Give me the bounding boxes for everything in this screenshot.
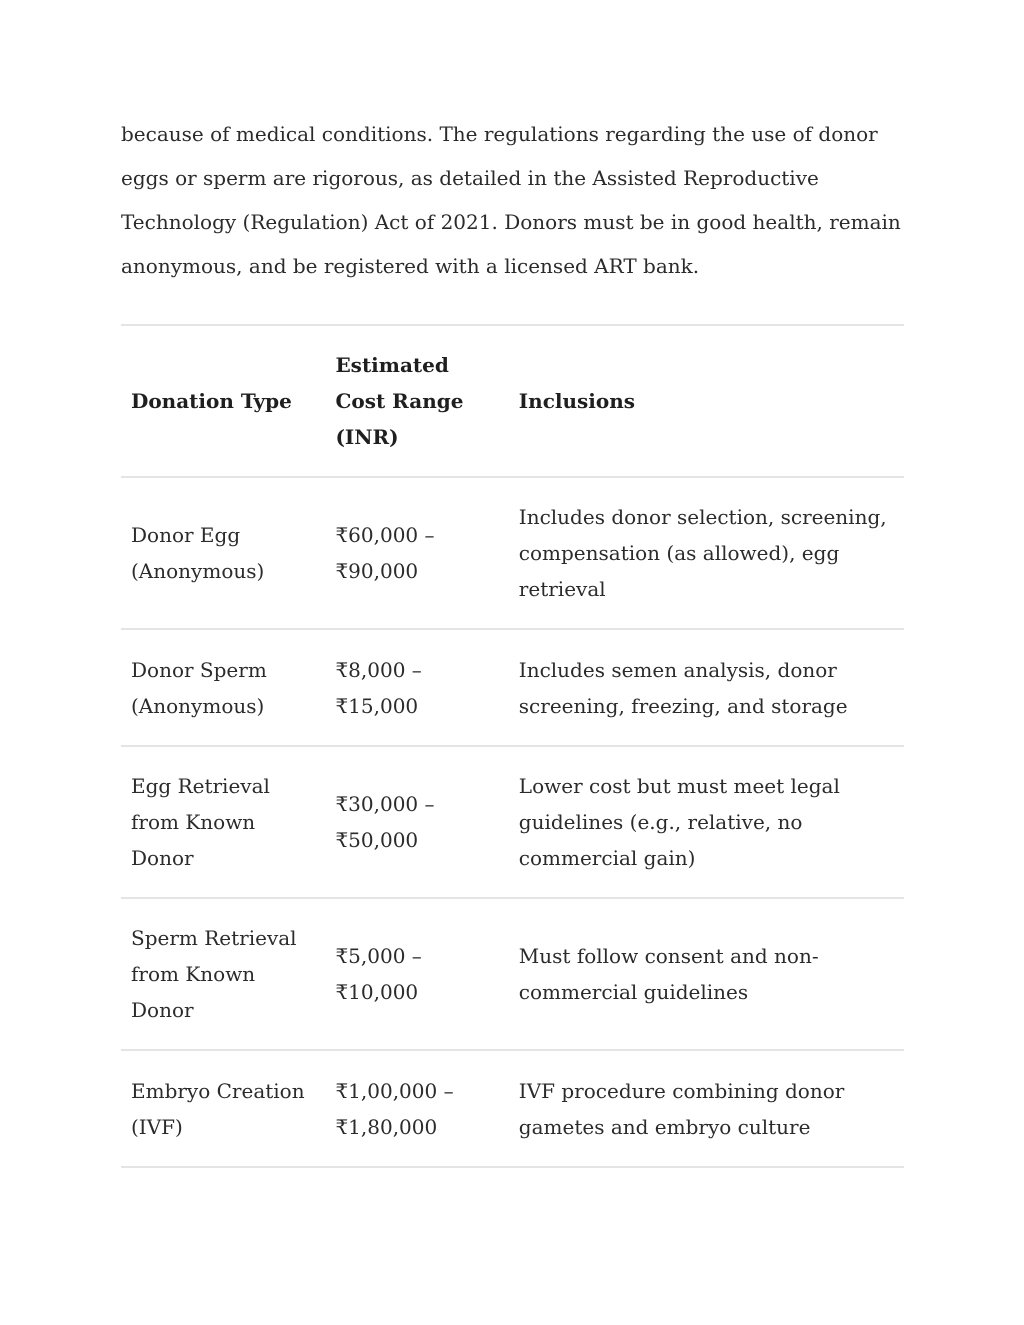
cell-cost-range: ₹1,00,000 – ₹1,80,000 [325,1050,508,1167]
table-row [121,898,904,1050]
cell-cost-range: ₹8,000 – ₹15,000 [325,629,508,746]
document-page [121,112,904,1139]
cell-donation-type: Donor Sperm (Anonymous) [121,629,325,746]
cell-inclusions: Includes donor selection, screening, compensation (as allowed), egg retrieval [509,477,904,629]
intro-paragraph: because of medical conditions. The regulations regarding the use of donor eggs or sperm are rigorous, as detailed in the Assisted Reproductive Technology (Regulation) Act of 2021. Donors must be in good health, remain anonymous, and be registered with a licensed ART bank. [121,122,901,278]
cell-inclusions: Must follow consent and non-commercial guidelines [509,898,904,1050]
table-header-row [121,325,904,477]
cell-inclusions: Includes semen analysis, donor screening, freezing, and storage [509,629,904,746]
cell-cost-range: ₹5,000 – ₹10,000 [325,898,508,1050]
donation-cost-table [121,324,904,1168]
cell-inclusions: Lower cost but must meet legal guidelines (e.g., relative, no commercial gain) [509,746,904,898]
table-row [121,477,904,629]
header-estimated-cost: Estimated Cost Range (INR) [325,325,508,477]
cell-inclusions: IVF procedure combining donor gametes and embryo culture [509,1050,904,1167]
cell-cost-range: ₹60,000 – ₹90,000 [325,477,508,629]
table-row [121,1050,904,1167]
header-inclusions: Inclusions [509,325,904,477]
cell-donation-type: Sperm Retrieval from Known Donor [121,898,325,1050]
header-donation-type: Donation Type [121,325,325,477]
table-row [121,629,904,746]
cell-donation-type: Donor Egg (Anonymous) [121,477,325,629]
cell-donation-type: Egg Retrieval from Known Donor [121,746,325,898]
table-row [121,746,904,898]
cell-donation-type: Embryo Creation (IVF) [121,1050,325,1167]
cell-cost-range: ₹30,000 – ₹50,000 [325,746,508,898]
